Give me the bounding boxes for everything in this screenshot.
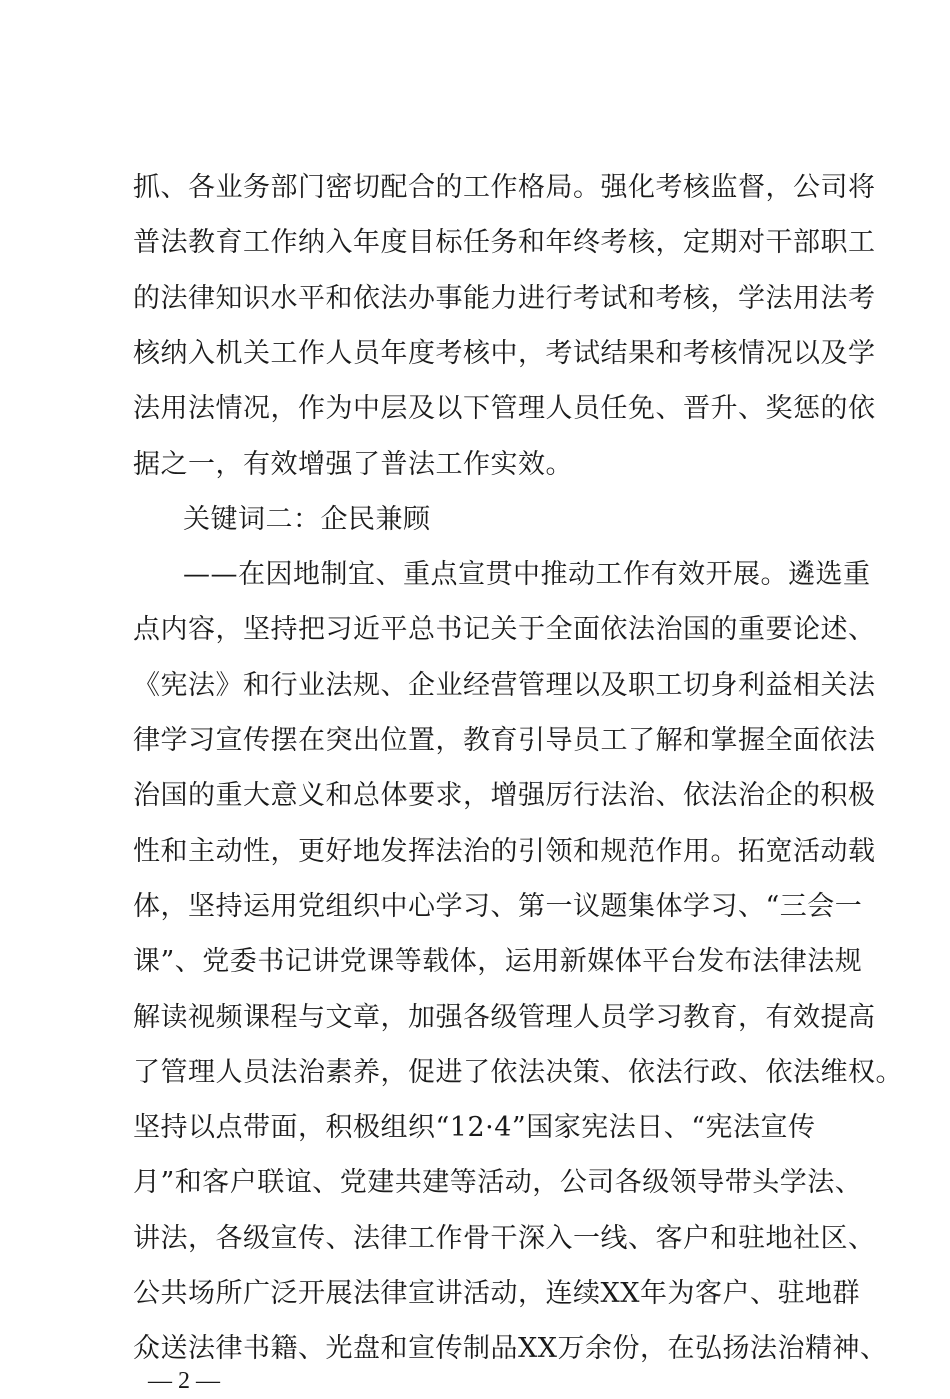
paragraph-2-line-5: 治国的重大意义和总体要求，增强厉行法治、依法治企的积极 bbox=[133, 780, 876, 811]
paragraph-2-line-9: 解读视频课程与文章，加强各级管理人员学习教育，有效提高 bbox=[133, 1002, 876, 1033]
page-number: — 2 — bbox=[148, 1368, 220, 1394]
paragraph-1-line-1: 抓、各业务部门密切配合的工作格局。强化考核监督，公司将 bbox=[133, 172, 876, 203]
paragraph-2-line-13: 讲法，各级宣传、法律工作骨干深入一线、客户和驻地社区、 bbox=[133, 1223, 876, 1254]
paragraph-2-line-10: 了管理人员法治素养，促进了依法决策、依法行政、依法维权。 bbox=[133, 1057, 903, 1088]
paragraph-2-line-14: 公共场所广泛开展法律宣讲活动，连续XX年为客户、驻地群 bbox=[133, 1278, 860, 1309]
paragraph-2-line-15: 众送法律书籍、光盘和宣传制品XX万余份，在弘扬法治精神、 bbox=[133, 1333, 888, 1364]
paragraph-1-line-5: 法用法情况，作为中层及以下管理人员任免、晋升、奖惩的依 bbox=[133, 393, 876, 424]
paragraph-2-line-3: 《宪法》和行业法规、企业经营管理以及职工切身利益相关法 bbox=[133, 670, 876, 701]
section-heading: 关键词二：企民兼顾 bbox=[183, 504, 431, 535]
paragraph-2-line-1: ——在因地制宜、重点宣贯中推动工作有效开展。遴选重 bbox=[183, 559, 871, 590]
paragraph-1-line-3: 的法律知识水平和依法办事能力进行考试和考核，学法用法考 bbox=[133, 283, 876, 314]
paragraph-2-line-11: 坚持以点带面，积极组织“12·4”国家宪法日、“宪法宣传 bbox=[133, 1112, 816, 1143]
paragraph-2-line-7: 体，坚持运用党组织中心学习、第一议题集体学习、“三会一 bbox=[133, 891, 863, 922]
paragraph-2-line-6: 性和主动性，更好地发挥法治的引领和规范作用。拓宽活动载 bbox=[133, 836, 876, 867]
paragraph-2-line-12: 月”和客户联谊、党建共建等活动，公司各级领导带头学法、 bbox=[133, 1167, 863, 1198]
paragraph-1-line-2: 普法教育工作纳入年度目标任务和年终考核，定期对干部职工 bbox=[133, 227, 876, 258]
paragraph-2-line-8: 课”、党委书记讲党课等载体，运用新媒体平台发布法律法规 bbox=[133, 946, 863, 977]
paragraph-1-line-4: 核纳入机关工作人员年度考核中，考试结果和考核情况以及学 bbox=[133, 338, 876, 369]
paragraph-1-line-6: 据之一，有效增强了普法工作实效。 bbox=[133, 449, 573, 480]
paragraph-2-line-2: 点内容，坚持把习近平总书记关于全面依法治国的重要论述、 bbox=[133, 614, 876, 645]
paragraph-2-line-4: 律学习宣传摆在突出位置，教育引导员工了解和掌握全面依法 bbox=[133, 725, 876, 756]
